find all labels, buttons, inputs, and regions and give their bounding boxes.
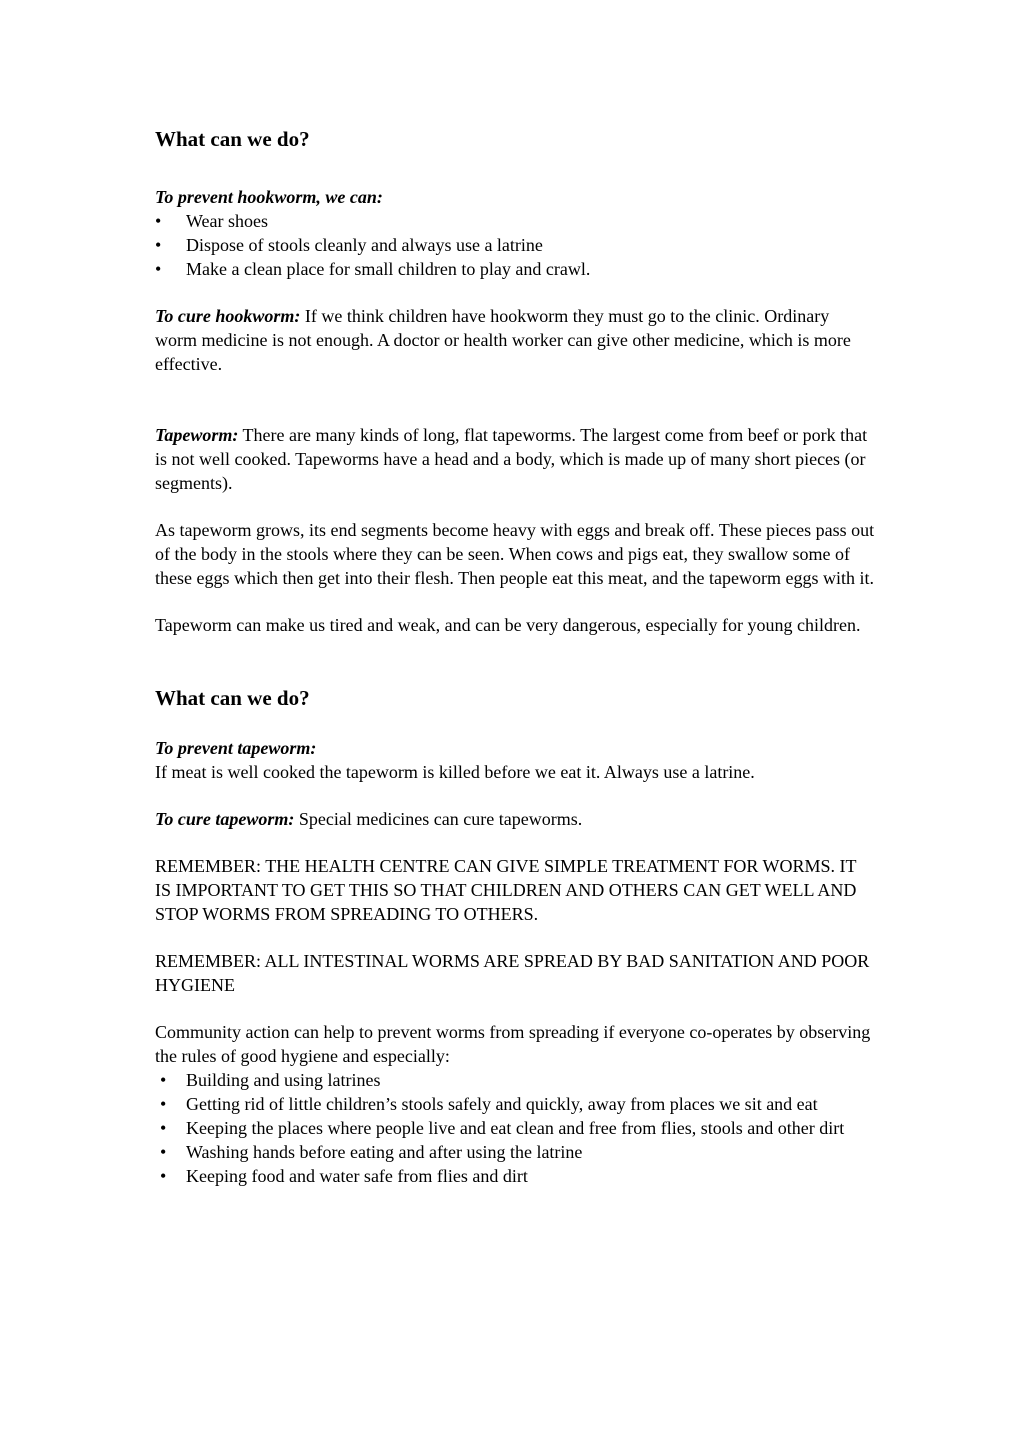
document-page (155, 125, 875, 1188)
cure-tapeworm-paragraph: To cure tapeworm: Special medicines can cure tapeworms. (155, 809, 583, 829)
bullet-icon: • (155, 235, 162, 255)
remember-sanitation-paragraph: REMEMBER: ALL INTESTINAL WORMS ARE SPREAD BY BAD SANITATION AND POOR HYGIENE (155, 951, 870, 995)
cure-tapeworm-label: To cure tapeworm: (155, 809, 295, 829)
list-item: • Building and using latrines (155, 1068, 875, 1092)
list-item: • Getting rid of little children’s stools safely and quickly, away from places we sit and eat (155, 1092, 875, 1116)
tapeworm-danger-paragraph: Tapeworm can make us tired and weak, and can be very dangerous, especially for young children. (155, 615, 861, 635)
list-item: • Wear shoes (155, 211, 269, 231)
bullet-icon: • (155, 211, 162, 231)
bullet-icon: • (160, 1166, 167, 1186)
list-item: • Keeping food and water safe from flies and dirt (155, 1164, 875, 1188)
tapeworm-intro-paragraph: Tapeworm: There are many kinds of long, flat tapeworms. The largest come from beef or pork that is not well cooked. Tapeworms have a head and a body, which is made up of many short pieces (or segments). (155, 425, 868, 493)
prevent-tapeworm-text: If meat is well cooked the tapeworm is killed before we eat it. Always use a latrine. (155, 762, 755, 782)
community-action-paragraph: Community action can help to prevent worms from spreading if everyone co-operates by observing the rules of good hygiene and especially: (155, 1022, 871, 1066)
bullet-icon: • (155, 259, 162, 279)
remember-treatment-paragraph: REMEMBER: THE HEALTH CENTRE CAN GIVE SIMPLE TREATMENT FOR WORMS. IT IS IMPORTANT TO GET THIS SO THAT CHILDREN AND OTHERS CAN GET WELL AND STOP WORMS FROM SPREADING TO OTHERS. (155, 856, 857, 924)
section-heading-tapeworm: What can we do? (155, 686, 310, 710)
list-item: • Make a clean place for small children to play and crawl. (155, 259, 591, 279)
tapeworm-growth-paragraph: As tapeworm grows, its end segments become heavy with eggs and break off. These pieces pass out of the body in the stools where they can be seen. When cows and pigs eat, they swallow some of these eggs which then get into their flesh. Then people eat this meat, and the tapeworm eggs with it. (155, 520, 875, 588)
list-item: • Dispose of stools cleanly and always use a latrine (155, 235, 543, 255)
prevent-tapeworm-label: To prevent tapeworm: (155, 738, 317, 758)
bullet-icon: • (160, 1094, 167, 1114)
bullet-icon: • (160, 1142, 167, 1162)
prevent-hookworm-label: To prevent hookworm, we can: (155, 187, 383, 207)
cure-hookworm-paragraph: To cure hookworm: If we think children have hookworm they must go to the clinic. Ordinary worm medicine is not enough. A doctor or health worker can give other medicine, which is more effective. (155, 306, 851, 374)
tapeworm-label: Tapeworm: (155, 425, 239, 445)
section-heading-hookworm: What can we do? (155, 127, 310, 151)
prevent-hookworm-list (155, 209, 875, 281)
bullet-icon: • (160, 1118, 167, 1138)
community-action-list (155, 1068, 875, 1188)
list-item: • Washing hands before eating and after using the latrine (155, 1140, 875, 1164)
cure-hookworm-label: To cure hookworm: (155, 306, 301, 326)
bullet-icon: • (160, 1070, 167, 1090)
list-item: • Keeping the places where people live and eat clean and free from flies, stools and other dirt (155, 1116, 875, 1140)
